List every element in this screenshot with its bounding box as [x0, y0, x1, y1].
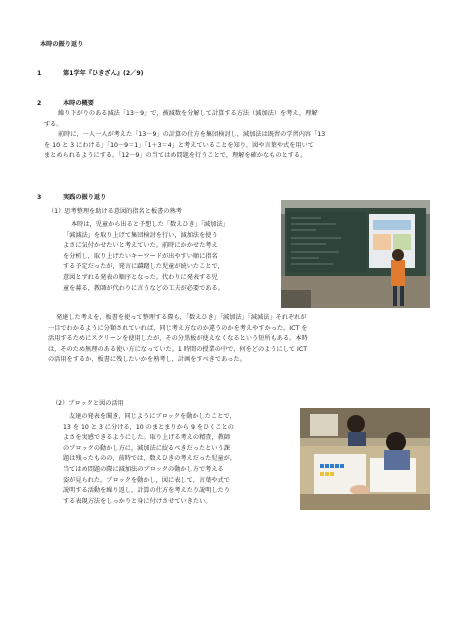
body-line: する表現方法をしっかりと身に付けさせていきたい。 — [63, 497, 212, 505]
body-line: 発達した考えを，板書を使って整理する際も，「数えひき」「減加法」「減減法」それぞれが — [56, 314, 307, 321]
body-line: のブロックの動かし方に，減加法に絞るべきだったという課 — [63, 444, 230, 452]
body-line: まとめられるようにする。「12－9」の当てはめ問題を行うことで，理解を確かなものとする。 — [44, 152, 307, 160]
classroom-blackboard-photo — [281, 200, 430, 308]
subsection-1-body-wide — [48, 313, 433, 366]
students-desk-photo — [300, 408, 430, 510]
subsection-2-title: （2）ブロックと図の活用 — [52, 400, 124, 407]
body-line: 繰り下がりのある減法「13－9」で，被減数を分解して計算する方法（減加法）を考え，理解 — [58, 110, 318, 117]
body-line: 前時に，一人一人が考えた「13－9」の計算の仕方を集団検討し，減加法は既習の学習内容「13 — [58, 131, 326, 139]
section-1-title: 第1学年『ひきざん』(2／9) — [63, 70, 144, 77]
subsection-1-body-narrow — [63, 220, 278, 294]
body-line: を 10 と 3 にわける」「10－9＝1」「1＋3＝4」と考えていることを知り，図や言葉や式を用いて — [44, 141, 314, 149]
body-line: する予定だったが，発言に躊躇した児童が続いたことで， — [63, 263, 224, 271]
body-line: よさに気付かせたいと考えていた。前時にかかせた考え — [63, 242, 218, 250]
body-line: 当てはめ問題の際に減加法のブロックの動かし方で考える — [63, 465, 224, 473]
section-3-number: 3 — [37, 194, 42, 201]
body-line: は，そのため無理のある使い方になっていた。1 時間の授業の中で，何をどのようにして ICT — [48, 345, 307, 353]
body-line: 13 を 10 と 3 に分ける，10 のまとまりから 9 をひくことの — [63, 423, 234, 431]
section-1-number: 1 — [37, 70, 42, 77]
section-2-number: 2 — [37, 100, 42, 107]
body-line: よさを実感できるようにした。取り上げる考えの精査，教師 — [63, 434, 231, 442]
body-line: 活用するためにスクリーンを使用したが，その分黒板が使えなくなるという短所もある。本時 — [48, 335, 308, 343]
page-heading: 本時の振り返り — [40, 41, 84, 48]
body-line: 「減減法」を取り上げて集団検討を行い，減加法を使う — [63, 231, 218, 239]
section-2-body — [44, 109, 429, 162]
section-2-title: 本時の概要 — [63, 100, 94, 107]
body-line: 友達の発表を聞き，同じようにブロックを動かしたことで， — [69, 413, 236, 420]
body-line: 本時は，児童から出ると予想した「数えひき」「減加法」 — [71, 221, 229, 228]
body-line: を分析し，取り上げたいキーワードが出やすい順に指名 — [63, 252, 218, 260]
subsection-1-title: （1）思考整理を助ける意図的指名と板書の熟考 — [48, 208, 182, 215]
section-3-title: 実践の振り返り — [63, 194, 107, 201]
body-line: 一目でわかるように分類されていれば，同じ考え方なのか違うのかを考えやすかった。ICT を — [48, 324, 308, 332]
photo-image — [281, 200, 430, 308]
body-line: 童を募る，教師が代わりに言うなどの工夫が必要である。 — [63, 284, 224, 292]
body-line: する。 — [44, 120, 63, 128]
subsection-2-body — [63, 412, 295, 507]
body-line: 意図とずれる発表の順序となった。代わりに発表する児 — [63, 273, 218, 281]
body-line: 説明する活動を繰り返し，計算の仕方を考えたり説明したり — [63, 487, 231, 495]
photo-image — [300, 408, 430, 510]
body-line: 題は残ったものの，前時では，数えひきの考えだった児童が， — [63, 455, 237, 463]
body-line: 姿が見られた。ブロックを動かし，図に表して，言葉や式で — [63, 476, 230, 484]
body-line: の活用をするか，板書に残したいかを熟考し，計画をすべきであった。 — [48, 356, 246, 364]
